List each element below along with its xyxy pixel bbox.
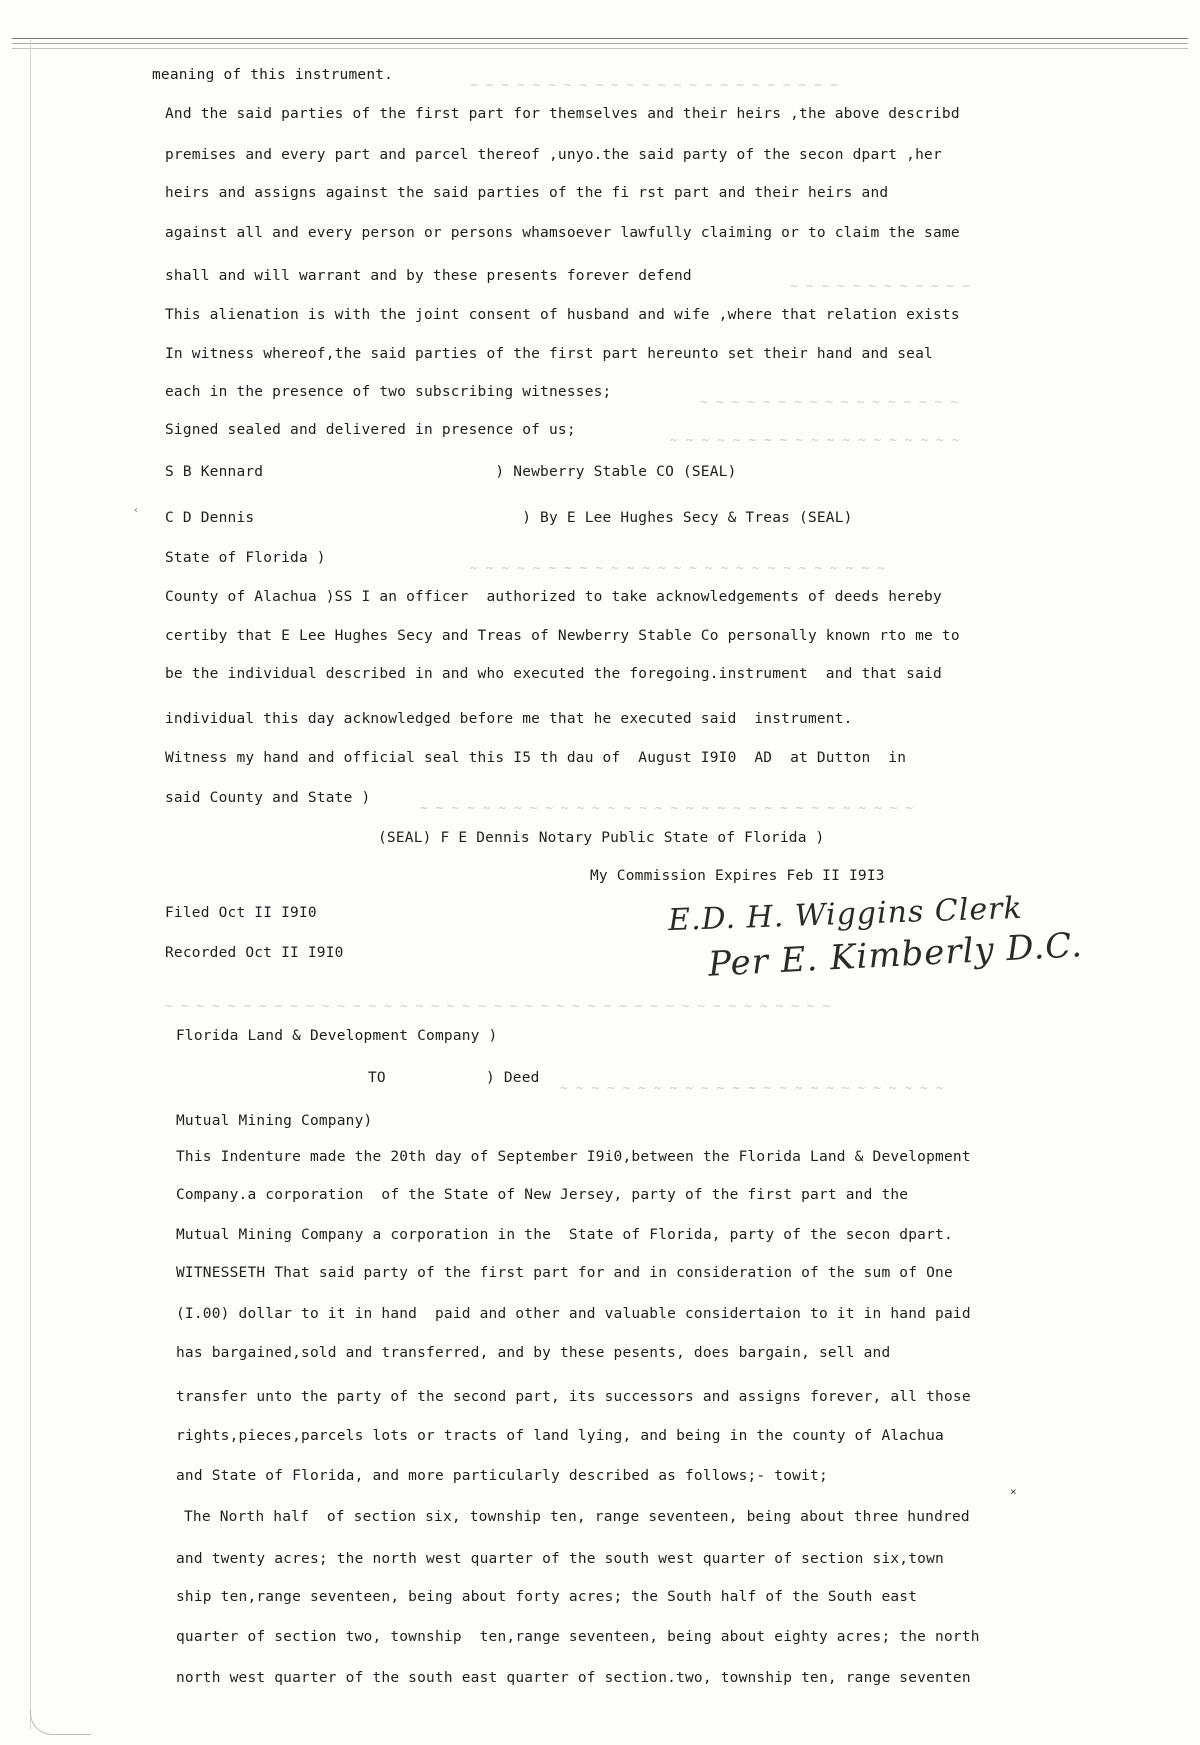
text-line: Company.a corporation of the State of New Jersey, party of the first part and the [176, 1187, 909, 1203]
text-line: certiby that E Lee Hughes Secy and Treas of Newberry Stable Co personally known rto me to [165, 628, 960, 644]
bleed-through-text: ~ ~ ~ ~ ~ ~ ~ ~ ~ ~ ~ ~ ~ ~ ~ ~ ~ ~ ~ ~ ~ ~ ~ ~ ~ ~ ~ [470, 561, 885, 576]
bleed-through-text: ~ ~ ~ ~ ~ ~ ~ ~ ~ ~ ~ ~ [790, 279, 971, 294]
clerk-signature: E.D. H. Wiggins Clerk [667, 890, 1024, 939]
deputy-clerk-signature: Per E. Kimberly D.C. [707, 925, 1084, 985]
text-line: C D Dennis ) By E Lee Hughes Secy & Treas (SEAL) [165, 510, 853, 526]
text-line: TO [368, 1070, 386, 1086]
text-line: Witness my hand and official seal this I5 th dau of August I9I0 AD at Dutton in [165, 750, 907, 766]
bleed-through-text: ~ ~ ~ ~ ~ ~ ~ ~ ~ ~ ~ ~ ~ ~ ~ ~ ~ ~ ~ [670, 433, 960, 448]
text-line: each in the presence of two subscribing witnesses; [165, 384, 612, 400]
text-line: and twenty acres; the north west quarter of the south west quarter of section six,town [176, 1551, 944, 1567]
bleed-through-text: ~ ~ ~ ~ ~ ~ ~ ~ ~ ~ ~ ~ ~ ~ ~ ~ ~ ~ ~ ~ ~ ~ ~ ~ ~ ~ ~ ~ ~ ~ ~ ~ [420, 801, 914, 816]
text-line: My Commission Expires Feb II I9I3 [590, 868, 885, 884]
text-line: And the said parties of the first part for themselves and their heirs ,the above describd [165, 106, 960, 122]
bleed-through-text: ~ ~ ~ ~ ~ ~ ~ ~ ~ ~ ~ ~ ~ ~ ~ ~ ~ [700, 395, 959, 410]
text-line: shall and will warrant and by these presents forever defend [165, 268, 692, 284]
text-line: Florida Land & Development Company ) [176, 1028, 498, 1044]
header-rule-middle [12, 43, 1188, 44]
text-line: In witness whereof,the said parties of the first part hereunto set their hand and seal [165, 346, 933, 362]
text-line: north west quarter of the south east quarter of section.two, township ten, range seventen [176, 1670, 971, 1686]
text-line: (I.00) dollar to it in hand paid and other and valuable considertaion to it in hand paid [176, 1306, 971, 1322]
text-line: be the individual described in and who executed the foregoing.instrument and that said [165, 666, 942, 682]
text-line: against all and every person or persons whamsoever lawfully claiming or to claim the same [165, 225, 960, 241]
text-line: and State of Florida, and more particularly described as follows;- towit; [176, 1468, 828, 1484]
header-rule-bottom [12, 48, 1188, 49]
text-line: (SEAL) F E Dennis Notary Public State of Florida ) [378, 830, 825, 846]
text-line: transfer unto the party of the second part, its successors and assigns forever, all those [176, 1389, 971, 1405]
text-line: WITNESSETH That said party of the first part for and in consideration of the sum of One [176, 1265, 953, 1281]
text-line: Signed sealed and delivered in presence of us; [165, 422, 576, 438]
text-line: has bargained,sold and transferred, and by these pesents, does bargain, sell and [176, 1345, 891, 1361]
bleed-through-text: ~ ~ ~ ~ ~ ~ ~ ~ ~ ~ ~ ~ ~ ~ ~ ~ ~ ~ ~ ~ ~ ~ ~ ~ ~ ~ ~ ~ ~ ~ ~ ~ ~ ~ ~ ~ ~ ~ ~ ~ ~ ~ ~ [165, 999, 831, 1014]
text-line: This Indenture made the 20th day of September I9i0,between the Florida Land & Development [176, 1149, 971, 1165]
text-line: The North half of section six, township ten, range seventeen, being about three hundred [184, 1509, 970, 1525]
text-line: ship ten,range seventeen, being about forty acres; the South half of the South east [176, 1589, 918, 1605]
margin-mark: ‹ [133, 505, 140, 516]
correction-mark: × [1010, 1485, 1017, 1498]
text-line: Recorded Oct II I9I0 [165, 945, 344, 961]
bleed-through-text: ~ ~ ~ ~ ~ ~ ~ ~ ~ ~ ~ ~ ~ ~ ~ ~ ~ ~ ~ ~ ~ ~ ~ ~ [470, 78, 838, 93]
text-line: County of Alachua )SS I an officer authorized to take acknowledgements of deeds hereby [165, 589, 942, 605]
text-line: individual this day acknowledged before me that he executed said instrument. [165, 711, 853, 727]
text-line: Filed Oct II I9I0 [165, 905, 317, 921]
text-line: meaning of this instrument. [152, 67, 394, 83]
bleed-through-text: ~ ~ ~ ~ ~ ~ ~ ~ ~ ~ ~ ~ ~ ~ ~ ~ ~ ~ ~ ~ ~ ~ ~ ~ ~ [560, 1081, 944, 1096]
text-line: Mutual Mining Company) [176, 1113, 373, 1129]
text-line: This alienation is with the joint consent of husband and wife ,where that relation exists [165, 307, 960, 323]
text-line: premises and every part and parcel thereof ,unyo.the said party of the secon dpart ,her [165, 147, 942, 163]
text-line: rights,pieces,parcels lots or tracts of land lying, and being in the county of Alachua [176, 1428, 944, 1444]
text-line: quarter of section two, township ten,range seventeen, being about eighty acres; the north [176, 1629, 980, 1645]
page-corner-curve [30, 1710, 91, 1735]
page-left-edge [30, 40, 31, 1730]
header-rule-top [12, 38, 1188, 39]
text-line: S B Kennard ) Newberry Stable CO (SEAL) [165, 464, 737, 480]
text-line: Mutual Mining Company a corporation in the State of Florida, party of the secon dpart. [176, 1227, 953, 1243]
text-line: State of Florida ) [165, 550, 326, 566]
text-line: said County and State ) [165, 790, 371, 806]
text-line: heirs and assigns against the said parties of the fi rst part and their heirs and [165, 185, 889, 201]
text-line: ) Deed [486, 1070, 540, 1086]
